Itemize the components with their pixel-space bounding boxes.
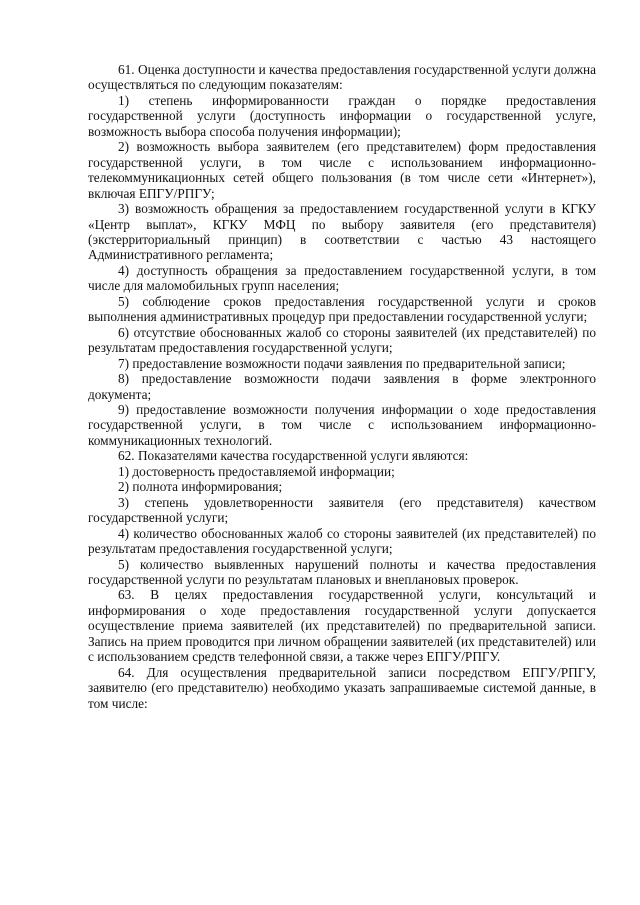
paragraph-62-item-2: 2) полнота информирования; [118,479,283,495]
paragraph-61-item-3: 3) возможность обращения за предоставлением государственной услуги в КГКУ «Центр выплат», КГКУ МФЦ по выбору заявителя (его представителя) (экстерриториальный принцип) в соответствии с частью 43 настоящего Административного регламента; [88,201,596,263]
paragraph-61-item-4: 4) доступность обращения за предоставлением государственной услуги, в том числе для маломобильных групп населения; [88,262,596,294]
paragraph-61-header: 61. Оценка доступности и качества предоставления государственной услуги должна осуществляться по следующим показателям: [88,62,596,93]
paragraph-61-item-7: 7) предоставление возможности подачи заявления по предварительной записи; [118,355,566,371]
paragraph-64: 64. Для осуществления предварительной записи посредством ЕПГУ/РПГУ, заявителю (его представителю) необходимо указать запрашиваемые системой данные, в том числе: [88,664,596,711]
paragraph-61-item-9: 9) предоставление возможности получения информации о ходе предоставления государственной услуги, в том числе с использованием информационно-коммуникационных технологий. [88,401,596,448]
paragraph-63: 63. В целях предоставления государственной услуги, консультаций и информирования о ходе предоставления государственной услуги допускается осуществление приема заявителей (их представителей) по предварительной записи. Запись на прием проводится при личном обращении заявителей (их представителей) или с использованием средств телефонной связи, а также через ЕПГУ/РПГУ. [88,587,596,665]
paragraph-61-item-5: 5) соблюдение сроков предоставления государственной услуги и сроков выполнения административных процедур при предоставлении государственной услуги; [88,293,596,325]
paragraph-62-item-4: 4) количество обоснованных жалоб со стороны заявителей (их представителей) по результатам предоставления государственной услуги; [88,525,596,557]
paragraph-62-item-3: 3) степень удовлетворенности заявителя (его представителя) качеством государственной услуги; [88,494,596,526]
paragraph-61-item-2: 2) возможность выбора заявителем (его представителем) форм предоставления государственной услуги, в том числе с использованием информационно-телекоммуникационных сетей общего пользования (в том числе сети «Интернет»), включая ЕПГУ/РПГУ; [88,139,596,201]
paragraph-62-item-1: 1) достоверность предоставляемой информации; [118,463,395,479]
paragraph-62-header: 62. Показателями качества государственной услуги являются: [118,448,469,464]
paragraph-61-item-8: 8) предоставление возможности подачи заявления в форме электронного документа; [88,371,596,402]
paragraph-62-item-5: 5) количество выявленных нарушений полноты и качества предоставления государственной услуги по результатам плановых и внеплановых проверок. [88,556,596,587]
paragraph-61-item-6: 6) отсутствие обоснованных жалоб со стороны заявителей (их представителей) по результатам предоставления государственной услуги; [88,324,596,356]
document-page [88,62,596,711]
paragraph-61-item-1: 1) степень информированности граждан о порядке предоставления государственной услуги (доступность информации о государственной услуге, возможность выбора способа получения информации); [88,92,596,139]
